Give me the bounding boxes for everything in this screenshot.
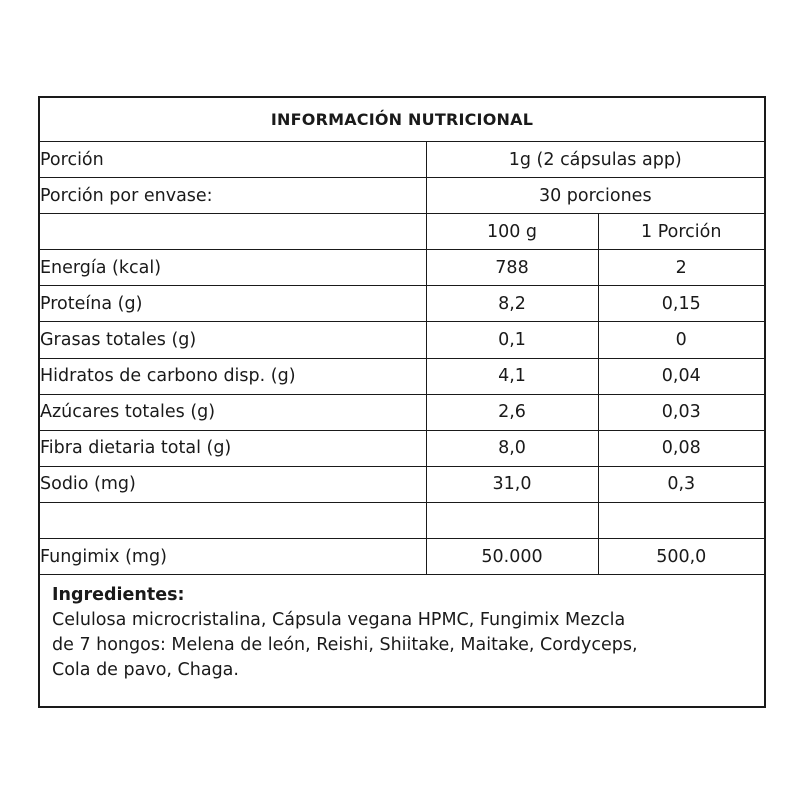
empty-cell <box>598 502 764 538</box>
serving-row <box>40 142 764 178</box>
fungimix-per-100g: 50.000 <box>426 539 598 575</box>
nutrient-per-serving: 0,3 <box>598 466 764 502</box>
empty-cell <box>426 502 598 538</box>
nutrient-per-100g: 4,1 <box>426 358 598 394</box>
column-header-100g: 100 g <box>426 214 598 250</box>
nutrient-per-serving: 0,08 <box>598 430 764 466</box>
label-title: INFORMACIÓN NUTRICIONAL <box>40 98 764 142</box>
nutrient-per-100g: 788 <box>426 250 598 286</box>
table-row <box>40 394 764 430</box>
nutrient-per-serving: 0 <box>598 322 764 358</box>
serving-value: 1g (2 cápsulas app) <box>426 142 764 178</box>
nutrition-facts-label <box>38 96 766 708</box>
ingredients-heading: Ingredientes: <box>52 585 185 605</box>
table-row <box>40 466 764 502</box>
empty-cell <box>40 502 426 538</box>
nutrient-per-100g: 0,1 <box>426 322 598 358</box>
table-row <box>40 358 764 394</box>
nutrient-label: Azúcares totales (g) <box>40 394 426 430</box>
nutrient-label: Sodio (mg) <box>40 466 426 502</box>
serving-label: Porción <box>40 142 426 178</box>
nutrient-per-100g: 8,0 <box>426 430 598 466</box>
table-row <box>40 430 764 466</box>
table-row <box>40 322 764 358</box>
nutrient-label: Grasas totales (g) <box>40 322 426 358</box>
fungimix-per-serving: 500,0 <box>598 539 764 575</box>
column-header-row <box>40 214 764 250</box>
nutrient-per-serving: 0,15 <box>598 286 764 322</box>
nutrient-per-serving: 2 <box>598 250 764 286</box>
nutrient-label: Proteína (g) <box>40 286 426 322</box>
nutrient-label: Fibra dietaria total (g) <box>40 430 426 466</box>
fungimix-row <box>40 539 764 575</box>
ingredients-line: Celulosa microcristalina, Cápsula vegana HPMC, Fungimix Mezcla <box>52 610 626 630</box>
servings-per-container-row <box>40 178 764 214</box>
table-row <box>40 286 764 322</box>
nutrient-label: Hidratos de carbono disp. (g) <box>40 358 426 394</box>
nutrition-table <box>40 142 764 575</box>
nutrient-label: Energía (kcal) <box>40 250 426 286</box>
ingredients-line: de 7 hongos: Melena de león, Reishi, Shiitake, Maitake, Cordyceps, <box>52 635 638 655</box>
column-header-blank <box>40 214 426 250</box>
nutrient-per-serving: 0,03 <box>598 394 764 430</box>
nutrient-per-100g: 31,0 <box>426 466 598 502</box>
ingredients-line: Cola de pavo, Chaga. <box>52 660 239 680</box>
nutrient-per-100g: 8,2 <box>426 286 598 322</box>
ingredients-section <box>52 583 742 683</box>
nutrient-per-100g: 2,6 <box>426 394 598 430</box>
nutrient-per-serving: 0,04 <box>598 358 764 394</box>
column-header-serving: 1 Porción <box>598 214 764 250</box>
servings-per-container-value: 30 porciones <box>426 178 764 214</box>
table-row <box>40 250 764 286</box>
fungimix-label: Fungimix (mg) <box>40 539 426 575</box>
empty-row <box>40 502 764 538</box>
servings-per-container-label: Porción por envase: <box>40 178 426 214</box>
